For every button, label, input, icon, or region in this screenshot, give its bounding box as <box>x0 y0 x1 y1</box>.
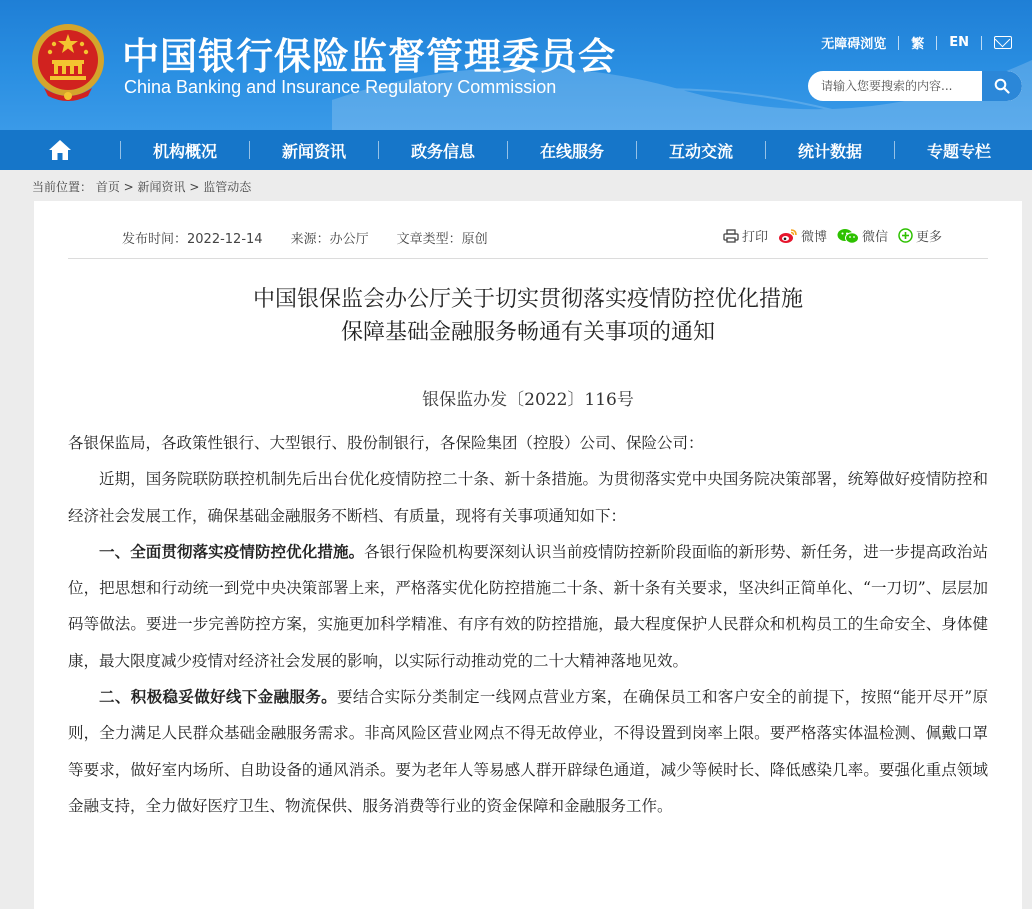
section-paragraph <box>68 679 988 824</box>
section-text: 各银行保险机构要深刻认识当前疫情防控新阶段面临的新形势、新任务，进一步提高政治站位，把思想和行动统一到党中央决策部署上来，严格落实优化防控措施二十条、新十条有关要求，坚决纠正简单化、“一刀切”、层层加码等做法。要进一步完善防控方案，实施更加科学精准、有序有效的防控措施，最大程度保护人民群众和机构员工的生命安全、身体健康，最大限度减少疫情对经济社会发展的影响，以实际行动推动党的二十大精神落地见效。 <box>68 542 988 670</box>
nav-item-news[interactable]: 新闻资讯 <box>281 141 346 161</box>
wechat-label: 微信 <box>861 230 888 245</box>
intro-paragraph: 近期，国务院联防联控机制先后出台优化疫情防控二十条、新十条措施。为贯彻落实党中央国务院决策部署，统筹做好疫情防控和经济社会发展工作，确保基础金融服务不断档、有质量，现将有关事项通知如下： <box>68 470 988 525</box>
article-title <box>34 283 1022 349</box>
wechat-share-button[interactable] <box>837 226 888 245</box>
search-icon <box>994 78 1010 94</box>
article-title-line-1: 中国银保监会办公厅关于切实贯彻落实疫情防控优化措施 <box>252 287 803 312</box>
breadcrumb-regulatory-news[interactable]: 监管动态 <box>203 180 252 194</box>
document-number: 银保监办发〔2022〕116号 <box>422 390 634 410</box>
print-label: 打印 <box>741 230 768 245</box>
home-icon <box>48 139 72 161</box>
share-bar <box>723 226 942 245</box>
mail-icon[interactable] <box>994 36 1012 49</box>
top-links <box>821 33 1012 52</box>
print-button[interactable] <box>723 226 768 245</box>
site-header <box>0 0 1032 130</box>
meta-divider <box>68 258 988 259</box>
salutation: 各银保监局，各政策性银行、大型银行、股份制银行，各保险集团（控股）公司、保险公司： <box>68 434 704 452</box>
site-title-chinese: 中国银行保险监督管理委员会 <box>122 35 616 78</box>
breadcrumb-separator: > <box>185 180 204 194</box>
wechat-icon <box>837 228 859 244</box>
nav-item-government-info[interactable]: 政务信息 <box>410 141 475 161</box>
article-panel <box>34 201 1022 909</box>
top-link-divider <box>981 36 982 50</box>
accessible-browse-link[interactable]: 无障碍浏览 <box>821 37 887 52</box>
nav-item-special-topics[interactable]: 专题专栏 <box>926 141 991 161</box>
english-link[interactable]: EN <box>949 35 969 50</box>
national-emblem-icon <box>30 22 106 104</box>
weibo-icon <box>778 228 798 244</box>
article-type: 文章类型：原创 <box>396 232 488 247</box>
site-title-english: China Banking and Insurance Regulatory Commission <box>124 77 557 97</box>
section-heading: 二、积极稳妥做好线下金融服务。 <box>99 688 338 707</box>
article-body <box>68 425 988 824</box>
section-text: 要结合实际分类制定一线网点营业方案，在确保员工和客户安全的前提下，按照“能开尽开”原则，全力满足人民群众基础金融服务需求。非高风险区营业网点不得无故停业，不得设置到岗率上限。要严格落实体温检测、佩戴口罩等要求，做好室内场所、自助设备的通风消杀。要为老年人等易感人群开辟绿色通道，减少等候时长、降低感染几率。要强化重点领域金融支持，全力做好医疗卫生、物流保供、服务消费等行业的资金保障和金融服务工作。 <box>68 688 988 815</box>
plus-circle-icon <box>898 228 913 243</box>
printer-icon <box>723 229 739 243</box>
weibo-share-button[interactable] <box>778 226 827 245</box>
top-link-divider <box>898 36 899 50</box>
more-share-button[interactable] <box>898 226 942 245</box>
nav-item-interaction[interactable]: 互动交流 <box>668 141 733 161</box>
search-button[interactable] <box>982 71 1022 101</box>
breadcrumb-home[interactable]: 首页 <box>95 180 120 194</box>
nav-item-online-services[interactable]: 在线服务 <box>539 141 604 161</box>
main-nav <box>0 130 1032 170</box>
article-title-line-2: 保障基础金融服务畅通有关事项的通知 <box>340 320 715 345</box>
breadcrumb-separator: > <box>119 180 138 194</box>
more-label: 更多 <box>915 230 942 245</box>
traditional-chinese-link[interactable]: 繁 <box>911 37 925 52</box>
breadcrumb-news[interactable]: 新闻资讯 <box>137 180 186 194</box>
weibo-label: 微博 <box>800 230 827 245</box>
publish-time: 发布时间：2022-12-14 <box>122 232 263 247</box>
article-meta <box>122 228 488 247</box>
breadcrumb-prefix: 当前位置： <box>32 180 93 194</box>
breadcrumb <box>32 178 251 195</box>
nav-item-statistics[interactable]: 统计数据 <box>797 141 862 161</box>
search-input[interactable] <box>808 71 984 101</box>
nav-home[interactable] <box>0 130 120 170</box>
top-link-divider <box>936 36 937 50</box>
article-source: 来源：办公厅 <box>290 232 369 247</box>
section-heading: 一、全面贯彻落实疫情防控优化措施。 <box>99 542 365 561</box>
search-box <box>808 71 1022 101</box>
section-paragraph <box>68 534 988 679</box>
nav-item-about[interactable]: 机构概况 <box>152 141 217 161</box>
